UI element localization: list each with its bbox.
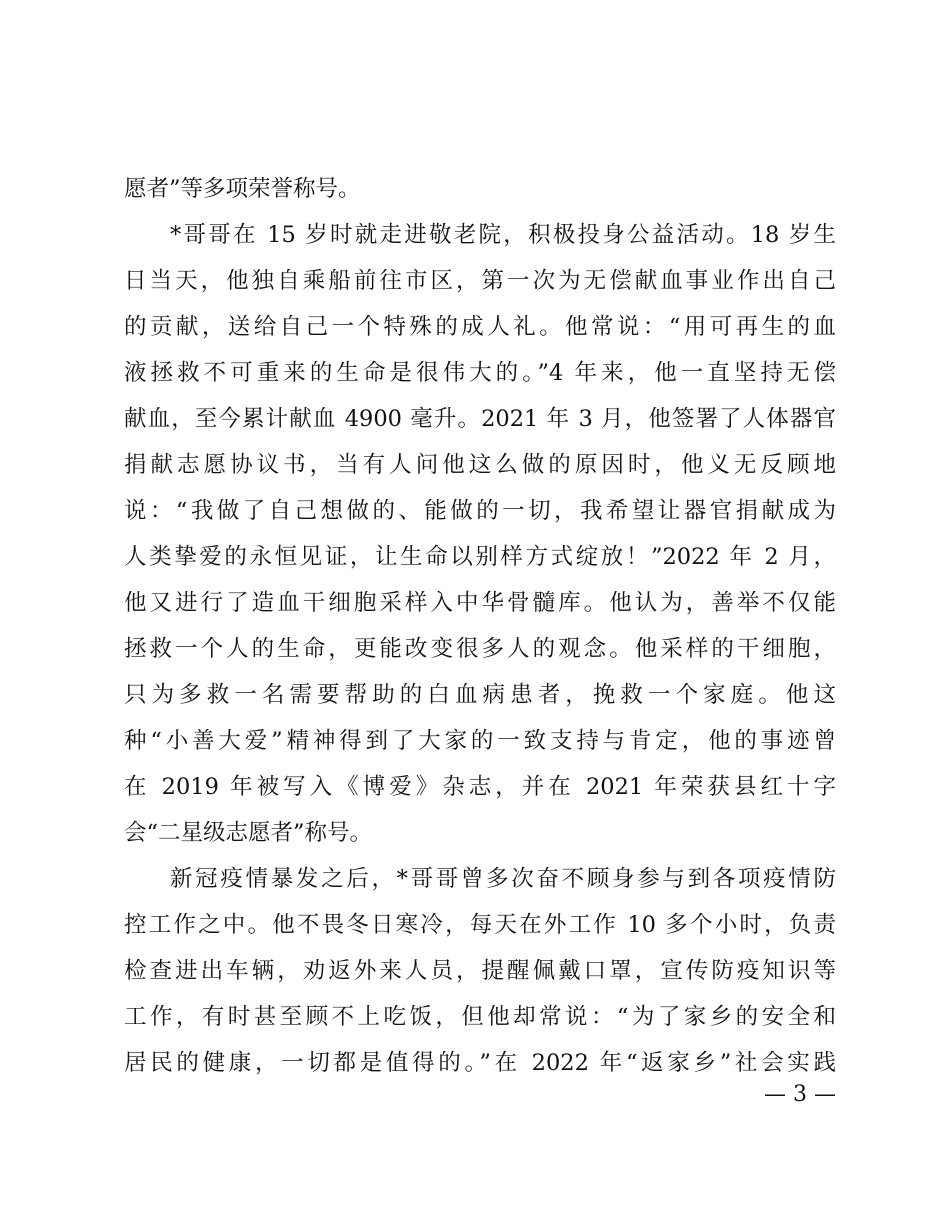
text-line: 控工作之中。他不畏冬日寒冷，每天在外工作 10 多个小时，负责 [124,912,836,938]
text-line: 他又进行了造血干细胞采样入中华骨髓库。他认为，善举不仅能 [124,590,836,616]
text-line: 种“小善大爱”精神得到了大家的一致支持与肯定，他的事迹曾 [124,728,836,754]
text-line: 献血，至今累计献血 4900 毫升。2021 年 3 月，他签署了人体器官 [124,406,836,432]
text-line: 在 2019 年被写入《博爱》杂志，并在 2021 年荣获县红十字 [124,774,836,800]
text-line: 捐献志愿协议书，当有人问他这么做的原因时，他义无反顾地 [124,452,836,478]
text-line: 只为多救一名需要帮助的白血病患者，挽救一个家庭。他这 [124,682,836,708]
paragraph-start-line: *哥哥在 15 岁时就走进敬老院，积极投身公益活动。18 岁生 [170,222,836,248]
text-line: 检查进出车辆，劝返外来人员，提醒佩戴口罩，宣传防疫知识等 [124,958,836,984]
text-line: 人类挚爱的永恒见证，让生命以别样方式绽放！”2022 年 2 月， [124,544,836,570]
text-line: 愿者”等多项荣誉称号。 [124,176,361,202]
text-line: 居民的健康，一切都是值得的。”在 2022 年“返家乡”社会实践 [124,1050,836,1076]
text-line: 会“二星级志愿者”称号。 [124,820,373,846]
text-line: 液拯救不可重来的生命是很伟大的。”4 年来，他一直坚持无偿 [124,360,836,386]
text-line: 日当天，他独自乘船前往市区，第一次为无偿献血事业作出自己 [124,268,836,294]
text-line: 工作，有时甚至顾不上吃饭，但他却常说：“为了家乡的安全和 [124,1004,836,1030]
text-line: 拯救一个人的生命，更能改变很多人的观念。他采样的干细胞， [124,636,836,662]
text-line: 说：“我做了自己想做的、能做的一切，我希望让器官捐献成为 [124,498,836,524]
page-number: — 3 — [764,1082,836,1107]
text-line: 的贡献，送给自己一个特殊的成人礼。他常说：“用可再生的血 [124,314,836,340]
paragraph-start-line: 新冠疫情暴发之后，*哥哥曾多次奋不顾身参与到各项疫情防 [170,866,836,892]
